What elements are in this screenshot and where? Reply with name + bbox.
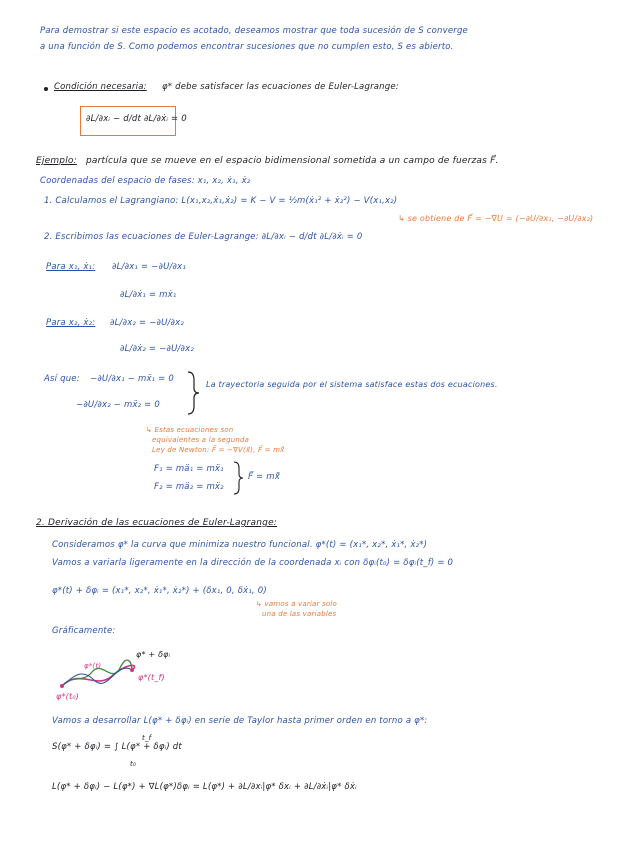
section2-line2: Vamos a variarla ligeramente en la dirección de la coordenada xᵢ con δφᵢ(t₀) = δφᵢ(t_f) = 0 xyxy=(52,558,454,568)
asi-eq1: −∂U/∂x₁ − mẍ₁ = 0 xyxy=(90,374,175,384)
section2-note3-2: una de las variables xyxy=(262,610,337,618)
asi-eq2: −∂U/∂x₂ − mẍ₂ = 0 xyxy=(76,400,161,410)
graph-label-phi-t0: φ*(t₀) xyxy=(56,692,80,701)
action-equation: S(φ* + δφᵢ) = ∫ L(φ* + δφᵢ) dt xyxy=(52,742,182,752)
intro-line-1: Para demostrar si este espacio es acotado, deseamos mostrar que toda sucesión de S converge xyxy=(40,26,468,36)
para2-label: Para x₂, ẋ₂: xyxy=(46,318,96,328)
ejemplo-text: partícula que se mueve en el espacio bidimensional sometida a un campo de fuerzas F⃗. xyxy=(86,156,499,166)
section2-line1: Consideramos φ* la curva que minimiza nuestro funcional. φ*(t) = (x₁*, x₂*, ẋ₁*, ẋ₂*) xyxy=(52,540,428,550)
end-point xyxy=(130,668,134,672)
para1-label: Para x₁, ẋ₁: xyxy=(46,262,96,272)
condicion-equation: ∂L/∂xᵢ − d/dt ∂L/∂ẋᵢ = 0 xyxy=(86,114,187,124)
taylor-line: Vamos a desarrollar L(φ* + δφᵢ) en serie de Taylor hasta primer orden en torno a φ*: xyxy=(52,716,428,726)
para2-eq2: ∂L/∂ẋ₂ = −∂U/∂x₂ xyxy=(120,344,194,354)
f1-equation: F₁ = mä₁ = mẍ₁ xyxy=(154,464,224,474)
f2-equation: F₂ = mä₂ = mẍ₂ xyxy=(154,482,224,492)
ejemplo-label: Ejemplo: xyxy=(36,156,77,166)
graph-label-phi-t: φ*(t) xyxy=(84,662,102,670)
para1-eq1: ∂L/∂x₁ = −∂U/∂x₁ xyxy=(112,262,186,272)
asi-que-label: Así que: xyxy=(44,374,80,384)
graficamente-label: Gráficamente: xyxy=(52,626,116,636)
taylor-expansion-equation: L(φ* + δφᵢ) − L(φ*) + ∇L(φ*)δφᵢ = L(φ*) + ∂L/∂xᵢ|φ* δxᵢ + ∂L/∂ẋᵢ|φ* δẋᵢ xyxy=(52,782,357,792)
integral-upper: t_f xyxy=(142,734,152,742)
asi-note: La trayectoria seguida por el sistema satisface estas dos ecuaciones. xyxy=(206,380,498,389)
brace-icon xyxy=(188,372,199,414)
para2-eq1: ∂L/∂x₂ = −∂U/∂x₂ xyxy=(110,318,184,328)
equiv-note-3: Ley de Newton: F⃗ = −∇V(x⃗), F⃗ = mẍ⃗ xyxy=(152,446,285,454)
start-point xyxy=(60,684,64,688)
ejemplo-coords: Coordenadas del espacio de fases: x₁, x₂, ẋ₁, ẋ₂ xyxy=(40,176,251,186)
perturbation-curve xyxy=(62,668,132,686)
brace-icon xyxy=(234,462,243,494)
equiv-note-2: equivalentes a la segunda xyxy=(152,436,250,444)
ejemplo-step1-note: ↳ se obtiene de F⃗ = −∇U = (−∂U/∂x₁, −∂U/∂x₂) xyxy=(398,214,594,223)
integral-lower: t₀ xyxy=(130,760,136,768)
section2-title: 2. Derivación de las ecuaciones de Euler-Lagrange: xyxy=(36,518,278,528)
intro-line-2: a una función de S. Como podemos encontrar sucesiones que no cumplen esto, S es abierto. xyxy=(40,42,454,52)
graph-label-phi-tf: φ*(t_f) xyxy=(138,673,165,682)
condicion-text: φ* debe satisfacer las ecuaciones de Euler-Lagrange: xyxy=(162,82,399,92)
equiv-note-1: ↳ Estas ecuaciones son xyxy=(146,426,234,434)
para1-eq2: ∂L/∂ẋ₁ = mẋ₁ xyxy=(120,290,177,300)
ejemplo-step2: 2. Escribimos las ecuaciones de Euler-Lagrange: ∂L/∂xᵢ − d/dt ∂L/∂ẋᵢ = 0 xyxy=(44,232,363,242)
graph-label-perturbed: φ* + δφᵢ xyxy=(136,650,171,659)
section2-note3-1: ↳ vamos a variar solo xyxy=(256,600,338,608)
ejemplo-step1: 1. Calculamos el Lagrangiano: L(x₁,x₂,ẋ₁,ẋ₂) = K − V = ½m(ẋ₁² + ẋ₂²) − V(x₁,x₂) xyxy=(44,196,398,206)
section2-line3: φ*(t) + δφᵢ = (x₁*, x₂*, ẋ₁*, ẋ₂*) + (δx₁, 0, δẋ₁, 0) xyxy=(52,586,267,596)
fvec-equation: F⃗ = mẍ⃗ xyxy=(248,472,280,482)
condicion-label: Condición necesaria: xyxy=(54,82,147,92)
